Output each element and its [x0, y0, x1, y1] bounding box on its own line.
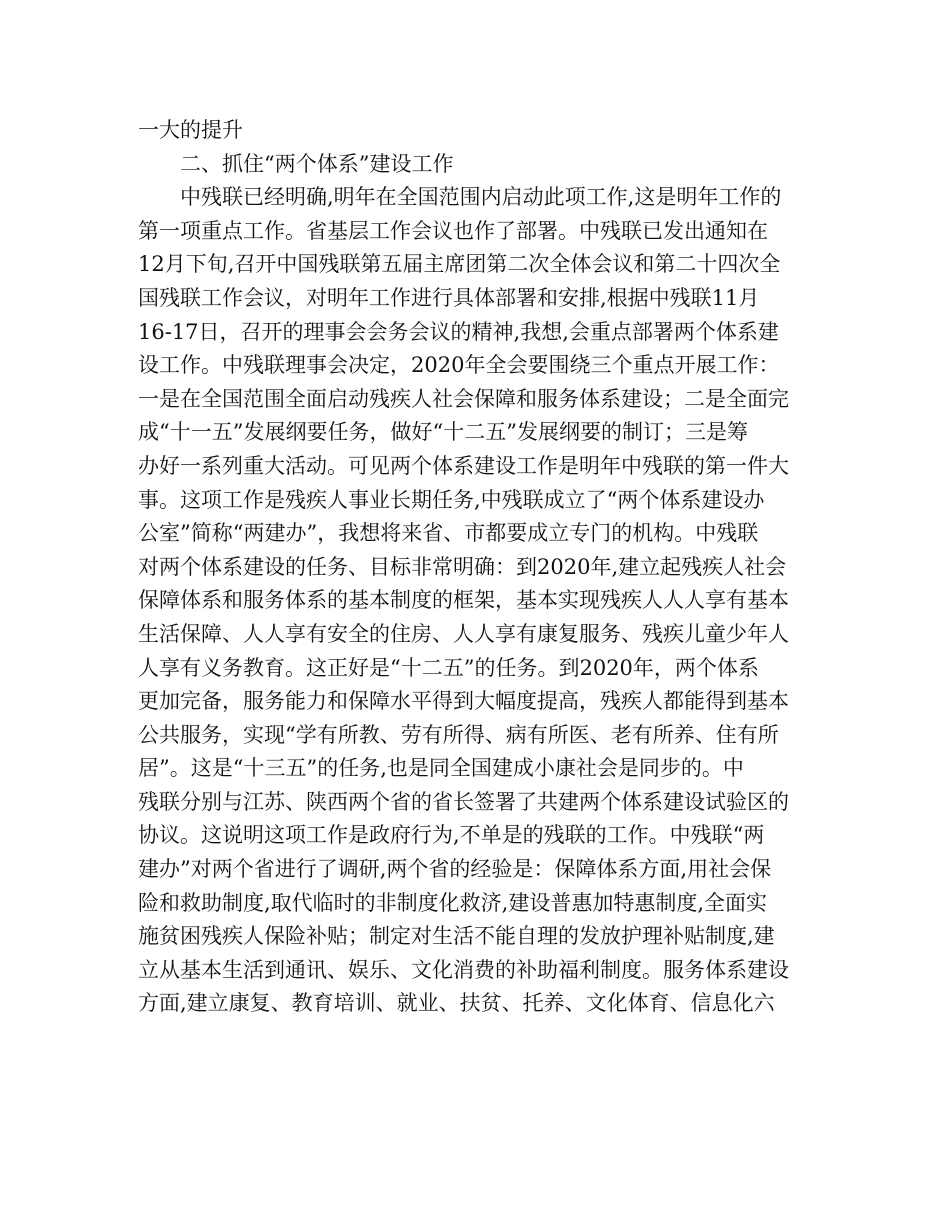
body-line: 国残联工作会议，对明年工作进行具体部署和安排,根据中残联11月: [138, 285, 760, 310]
body-line: 协议。这说明这项工作是政府行为,不单是的残联的工作。中残联“两: [138, 823, 765, 848]
body-line-continuation: 一大的提升: [138, 118, 243, 142]
body-line: 公室”简称“两建办”，我想将来省、市都要成立专门的机构。中残联: [138, 521, 759, 546]
body-line: 保障体系和服务体系的基本制度的框架，基本实现残疾人人人享有基本: [138, 588, 789, 613]
body-line: 中残联已经明确,明年在全国范围内启动此项工作,这是明年工作的: [180, 185, 782, 210]
body-line: 生活保障、人人享有安全的住房、人人享有康复服务、残疾儿童少年人: [138, 621, 789, 646]
body-line: 办好一系列重大活动。可见两个体系建设工作是明年中残联的第一件大: [138, 453, 789, 478]
body-line: 第一项重点工作。省基层工作会议也作了部署。中残联已发出通知在: [138, 218, 768, 243]
body-line: 立从基本生活到通讯、娱乐、文化消费的补助福利制度。服务体系建设: [138, 957, 789, 982]
body-line: 方面,建立康复、教育培训、就业、扶贫、托养、文化体育、信息化六: [138, 991, 775, 1016]
body-line: 成“十一五”发展纲要任务，做好“十二五”发展纲要的制订；三是筹: [138, 420, 748, 445]
body-line: 险和救助制度,取代临时的非制度化救济,建设普惠加特惠制度,全面实: [138, 890, 768, 915]
document-body: [138, 114, 812, 1021]
body-line: 更加完备，服务能力和保障水平得到大幅度提高，残疾人都能得到基本: [138, 689, 789, 714]
body-line: 人享有义务教育。这正好是“十二五”的任务。到2020年，两个体系: [138, 655, 759, 680]
section-heading: 二、抓住“两个体系”建设工作: [180, 151, 454, 176]
body-line: 16-17日，召开的理事会会务会议的精神,我想,会重点部署两个体系建: [138, 319, 779, 344]
body-line: 事。这项工作是残疾人事业长期任务,中残联成立了“两个体系建设办: [138, 487, 765, 512]
body-line: 设工作。中残联理事会决定，2020年全会要围绕三个重点开展工作：: [138, 353, 780, 378]
body-line: 公共服务，实现“学有所教、劳有所得、病有所医、老有所养、住有所: [138, 722, 779, 747]
body-line: 对两个体系建设的任务、目标非常明确：到2020年,建立起残疾人社会: [138, 554, 787, 579]
body-line: 一是在全国范围全面启动残疾人社会保障和服务体系建设；二是全面完: [138, 386, 789, 411]
body-line: 居”。这是“十三五”的任务,也是同全国建成小康社会是同步的。中: [138, 756, 744, 781]
body-line: 残联分别与江苏、陕西两个省的省长签署了共建两个体系建设试验区的: [138, 789, 789, 814]
body-line: 施贫困残疾人保险补贴；制定对生活不能自理的发放护理补贴制度,建: [138, 924, 775, 949]
body-line: 建办”对两个省进行了调研,两个省的经验是：保障体系方面,用社会保: [138, 857, 772, 882]
body-line: 12月下旬,召开中国残联第五届主席团第二次全体会议和第二十四次全: [138, 252, 781, 277]
